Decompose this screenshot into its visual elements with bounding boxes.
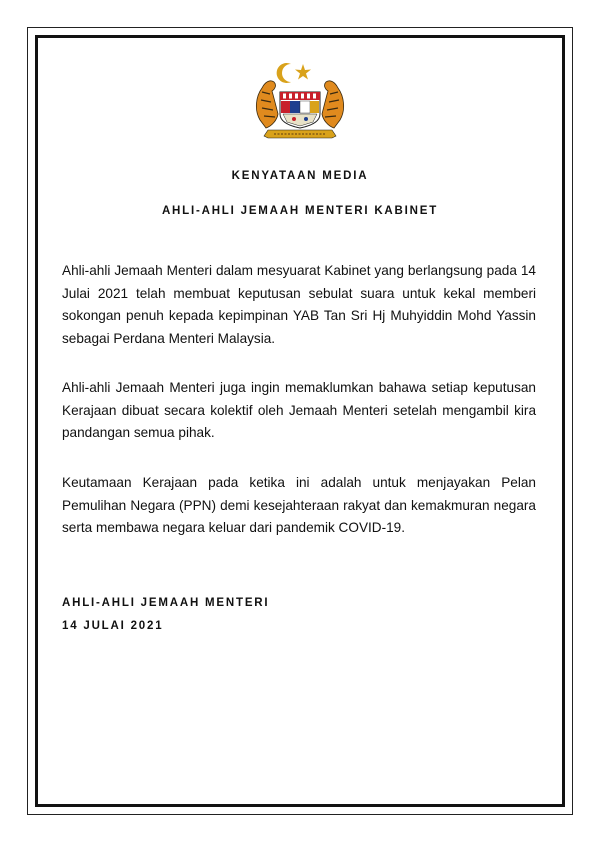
signature: AHLI-AHLI JEMAAH MENTERI	[62, 597, 270, 609]
paragraph-2: Ahli-ahli Jemaah Menteri juga ingin memaklumkan bahawa setiap keputusan Kerajaan dibuat secara kolektif oleh Jemaah Menteri setelah mengambil kira pandangan semua pihak.	[62, 380, 536, 440]
paragraph-3: Keutamaan Kerajaan pada ketika ini adalah untuk menjayakan Pelan Pemulihan Negara (PPN) demi kesejahteraan rakyat dan kemakmuran negara serta membawa negara keluar dari pandemik COVID-19.	[62, 475, 536, 535]
page-title: KENYATAAN MEDIA	[231, 170, 369, 182]
paragraph-1: Ahli-ahli Jemaah Menteri dalam mesyuarat Kabinet yang berlangsung pada 14 Julai 2021 telah membuat keputusan sebulat suara untuk kekal memberi sokongan penuh kepada kepimpinan YAB Tan Sri Hj Muhyiddin Mohd Yassin sebagai Perdana Menteri Malaysia.	[62, 263, 536, 346]
malaysia-coat-of-arms-icon	[250, 58, 350, 142]
page-subtitle: AHLI-AHLI JEMAAH MENTERI KABINET	[161, 205, 439, 217]
statement-date: 14 JULAI 2021	[62, 620, 164, 632]
